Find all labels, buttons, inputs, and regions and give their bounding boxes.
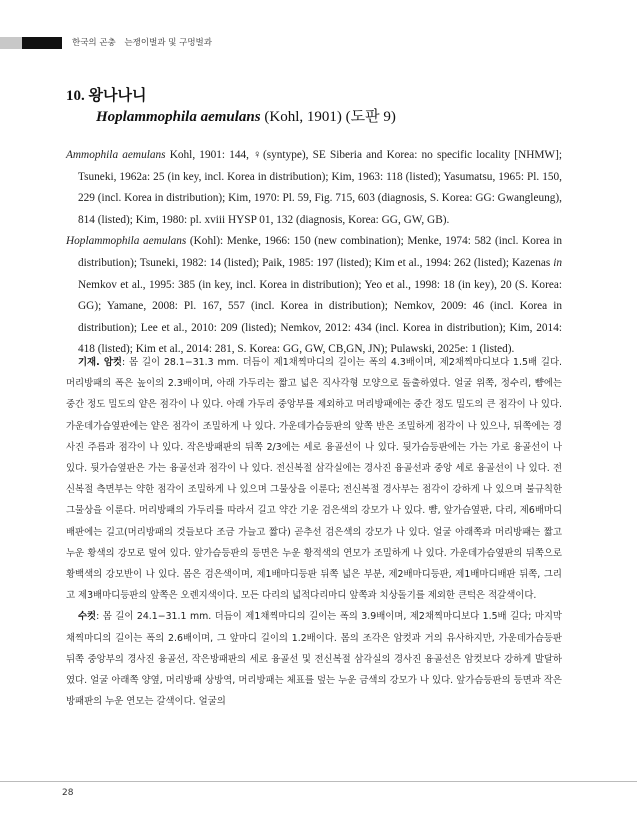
synonym-name: Hoplammophila aemulans xyxy=(66,235,187,248)
synonymy-entry xyxy=(66,145,562,231)
description xyxy=(66,352,562,712)
page-number: 28 xyxy=(62,788,74,798)
female-text: : 몸 길이 28.1−31.3 mm. 더듬이 제1채찍마디의 길이는 폭의 4.3배이며, 제2채찍마디보다 1.5배 길다. 머리방패의 폭은 높이의 2.3배이며, 아래 가두리는 짧고 넓은 직사각형 모양으로 돌출하였다. 얼굴 위쪽, 정수리, 뺨에는 중간 정도 밀도의 얕은 점각이 나 있다. 아래 가두리 중앙부를 제외하고 머리방패에는 중간 정도 밀도의 큰 점각이 나 있다. 가운데가슴옆판에는 얕은 점각이 조밀하게 나 있다. 가운데가슴등판의 앞쪽 반은 조밀하게 점각이 나 있으나, 뒤쪽에는 경사진 주름과 점각이 나 있다. 작은방패판의 뒤쪽 2/3에는 세로 융골선이 나 있다. 뒷가슴등판에는 가는 가로 융골선이 나 있다. 뒷가슴옆판은 가는 융골선과 점각이 나 있다. 전신복절 삼각실에는 경사진 융골선과 중앙 세로 융골선이 나 있다. 전신복절 측면부는 약한 점각이 조밀하게 나 있으며 그물상을 이룬다; 전신복절 경사부는 점각이 강하게 나 있으며 불규칙한 그물상을 이룬다. 머리방패의 가두리를 따라서 길고 약간 기운 검은색의 강모가 나 있다. 뺨, 앞가슴옆판, 다리, 제6배마디배판에는 길고(머리방패의 것들보다 조금 가늘고 짧다) 곧추선 검은색의 강모가 나 있다. 얼굴 아래쪽과 머리방패는 짧고 누운 황색의 강모로 덮여 있다. 앞가슴등판의 등면은 누운 황적색의 연모가 조밀하게 나 있다. 가운데가슴옆판의 뒤쪽으로 황백색의 강모반이 나 있다. 몸은 검은색이며, 제1배마디등판 뒤쪽 넓은 부분, 제2배마디등판, 제1배마디배판 뒤쪽, 그리고 제3배마디등판의 앞쪽은 오렌지색이다. 모든 다리의 넓적다리마디 앞쪽과 치상돌기를 제외한 큰턱은 적갈색이다. xyxy=(66,357,562,602)
label-male: 수컷 xyxy=(78,611,97,623)
section-title: 는쟁이벌과 및 구멍벌과 xyxy=(124,38,212,48)
authority: (Kohl, 1901) xyxy=(264,109,342,125)
synonymy-entry xyxy=(66,231,562,361)
label-female: 암컷 xyxy=(103,357,122,368)
species-heading xyxy=(66,86,396,128)
male-text: : 몸 길이 24.1−31.1 mm. 더듬이 제1채찍마디의 길이는 폭의 3.9배이며, 제2채찍마디보다 1.5배 길다; 마지막 채찍마디의 길이는 폭의 2.6배이며, 그 앞마디 길이의 1.2배이다. 몸의 조각은 암컷과 거의 유사하지만, 가운데가슴등판 뒤쪽 중앙부의 경사진 융골선, 작은방패판의 세로 융골선 및 전신복절 삼각실의 경사진 융골선은 암컷보다 강하게 발달하였다. 얼굴 아래쪽 양옆, 머리방패 상방역, 머리방패는 체표를 덮는 누운 금색의 강모가 나 있다. 앞가슴등판의 등면과 작은방패판의 누운 연모는 갈색이다. 얼굴의 xyxy=(66,611,562,708)
footer-divider xyxy=(0,781,637,782)
header-black-bar xyxy=(22,37,62,49)
species-number-name: 10. 왕나나니 xyxy=(66,88,147,104)
synonymy-list xyxy=(66,145,562,361)
synonym-citations: Kohl, 1901: 144, ♀(syntype), SE Siberia and Korea: no specific locality [NHMW]; Tsuneki, 1962a: 25 (in key, incl. Korea in distribution); Kim, 1963: 118 (listed); Yasumatsu, 1965: Pl. 150, 229 (incl. Korea in distribution); Kim, 1970: Pl. 59, Fig. 715, 603 (diagnosis, S. Korea: GG: Gwangleung), 814 (listed); Kim, 1980: pl. xviii HYSP 01, 132 (diagnosis, Korea: GG, GW, GB). xyxy=(78,149,562,226)
label-main: 기재 xyxy=(78,357,97,368)
book-title: 한국의 곤충 xyxy=(72,38,116,48)
synonym-citations: (Kohl): Menke, 1966: 150 (new combination); Menke, 1974: 582 (incl. Korea in distribution); Tsuneki, 1982: 14 (listed); Paik, 1985: 197 (listed); Kim et al., 1994: 262 (listed); Kazenas xyxy=(78,235,562,269)
male-description xyxy=(66,606,562,712)
header-text xyxy=(72,36,218,48)
female-description: 기재. 암컷: 몸 길이 28.1−31.3 mm. 더듬이 제1채찍마디의 길이는 폭의 4.3배이며, 제2채찍마디보다 1.5배 길다. 머리방패의 폭은 높이의 2.3배이며, 아래 가두리는 짧고 넓은 직사각형 모양으로 돌출하였다. 얼굴 위쪽, 정수리, 뺨에는 중간 정도 밀도의 얕은 점각이 나 있다. 아래 가두리 중앙부를 제외하고 머리방패에는 중간 정도 밀도의 큰 점각이 나 있다. 가운데가슴옆판에는 얕은 점각이 조밀하게 나 있다. 가운데가슴등판의 앞쪽 반은 조밀하게 점각이 나 있으나, 뒤쪽에는 경사진 주름과 점각이 나 있다. 작은방패판의 뒤쪽 2/3에는 세로 융골선이 나 있다. 뒷가슴등판에는 가는 가로 융골선이 나 있다. 뒷가슴옆판은 가는 융골선과 점각이 나 있다. 전신복절 삼각실에는 경사진 융골선과 중앙 세로 융골선이 나 있다. 전신복절 측면부는 약한 점각이 조밀하게 나 있으며 그물상을 이룬다; 전신복절 경사부는 점각이 강하게 나 있으며 불규칙한 그물상을 이룬다. 머리방패의 가두리를 따라서 길고 약간 기운 검은색의 강모가 나 있다. 뺨, 앞가슴옆판, 다리, 제6배마디배판에는 길고(머리방패의 것들보다 조금 가늘고 짧다) 곧추선 검은색의 강모가 나 있다. 얼굴 아래쪽과 머리방패는 짧고 누운 황색의 강모로 덮여 있다. 앞가슴등판의 등면은 누운 황적색의 연모가 조밀하게 나 있다. 가운데가슴옆판의 뒤쪽으로 황백색의 강모반이 나 있다. 몸은 검은색이며, 제1배마디등판 뒤쪽 넓은 부분, 제2배마디등판, 제1배마디배판 뒤쪽, 그리고 제3배마디등판의 앞쪽은 오렌지색이다. 모든 다리의 넓적다리마디 앞쪽과 치상돌기를 제외한 큰턱은 적갈색이다. xyxy=(66,357,562,602)
header-grey-bar xyxy=(0,37,22,49)
in-word: in xyxy=(553,256,562,269)
synonym-citations-cont: Nemkov et al., 1995: 385 (in key, incl. Korea in distribution); Yeo et al., 1998: 18 (in key), 20 (S. Korea: GG); Yamane, 2008: Pl. 167, 557 (incl. Korea in distribution); Nemkov, 2009: 46 (incl. Korea in distribution); Lee et al., 2010: 209 (listed); Nemkov, 2012: 434 (incl. Korea in distribution); Kim, 2014: 418 (listed); Kim et al., 2014: 281, S. Korea: GG, GW, CB,GN, JN); Pulawski, 2025e: 1 (listed). xyxy=(78,278,562,356)
running-header xyxy=(0,37,637,49)
synonym-name: Ammophila aemulans xyxy=(66,149,166,161)
species-scientific-line xyxy=(66,106,396,128)
scientific-name: Hoplammophila aemulans xyxy=(96,109,261,125)
plate-reference: (도판 9) xyxy=(345,109,396,125)
